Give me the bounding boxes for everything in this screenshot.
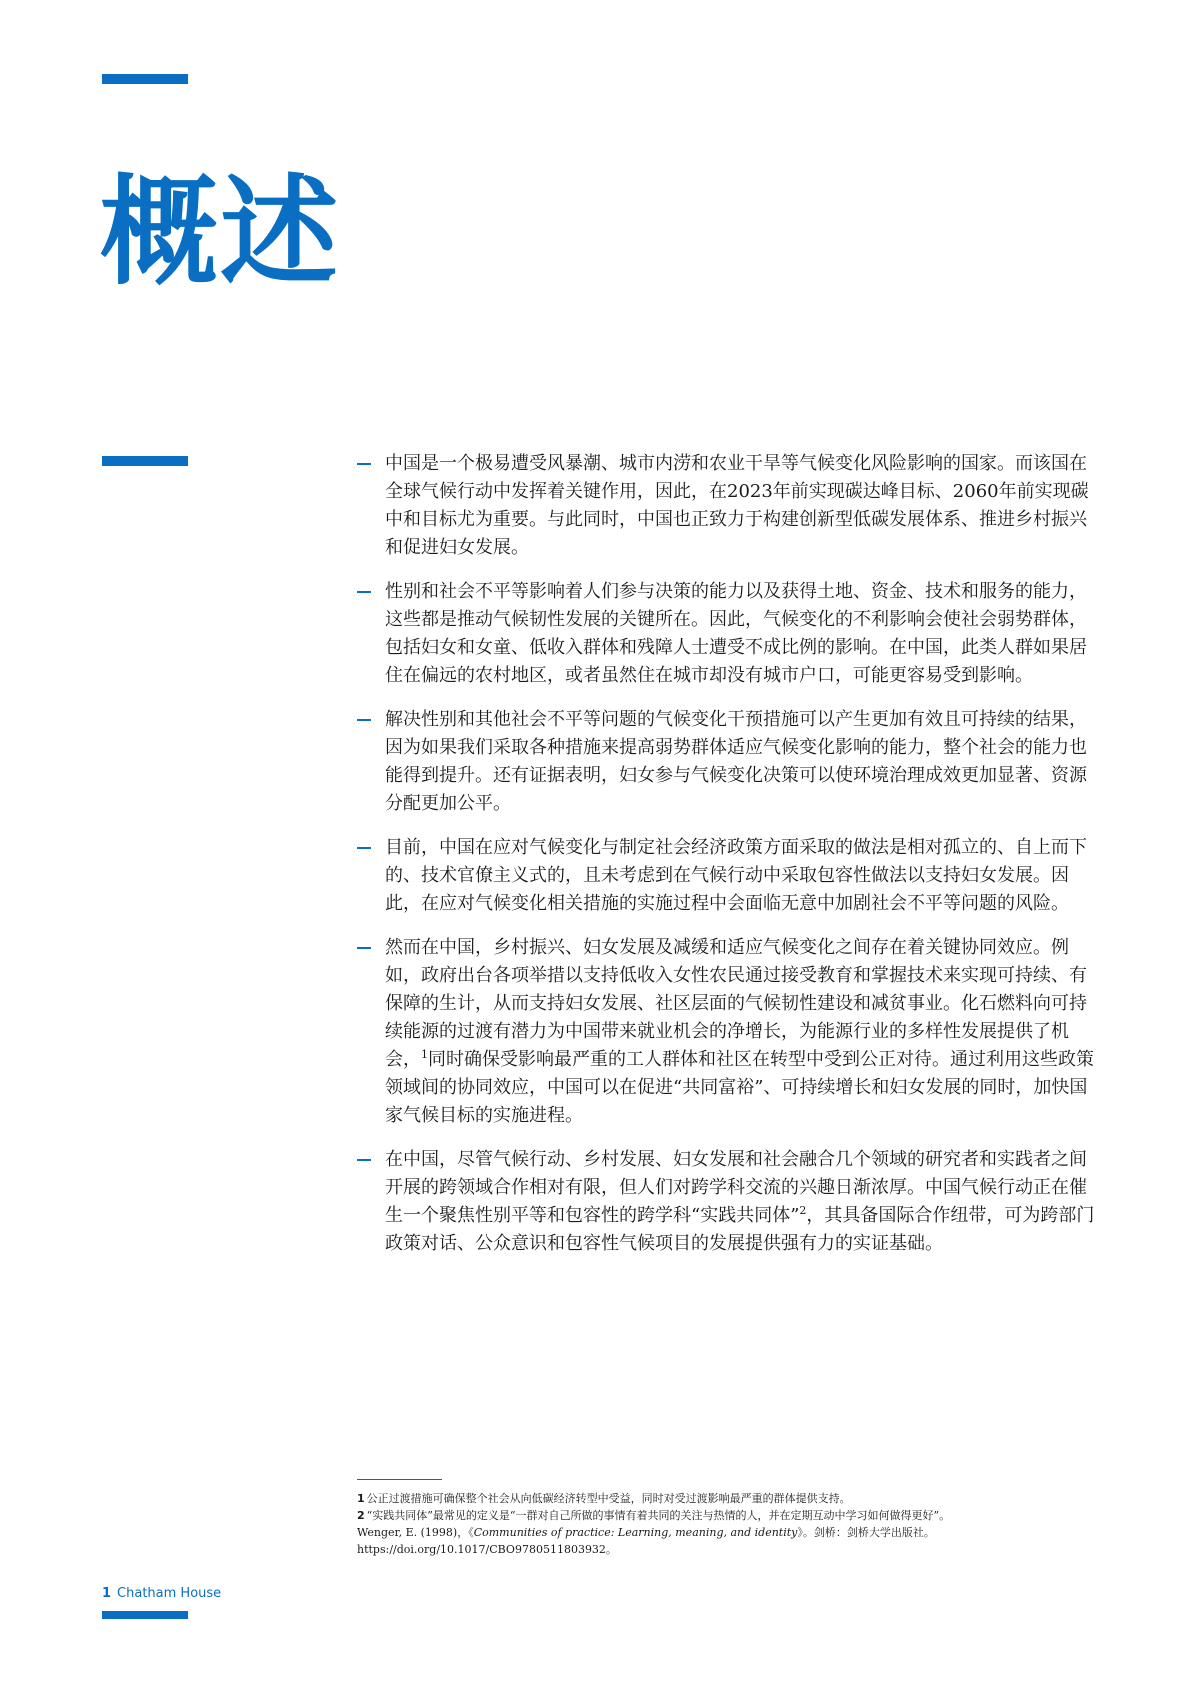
section-accent-rule xyxy=(102,456,188,466)
summary-bullet xyxy=(357,834,1095,918)
publisher-name: Chatham House xyxy=(117,1586,222,1601)
citation-text: Wenger, E. (1998)，《 xyxy=(357,1526,474,1539)
footnote-text: “实践共同体”最常见的定义是“一群对自己所做的事情有着共同的关注与热情的人，并在定期互动中学习如何做得更好”。 xyxy=(366,1509,951,1522)
footnote-1 xyxy=(357,1490,1117,1507)
footnote-ref-1[interactable]: 1 xyxy=(421,1048,428,1061)
top-accent-rule xyxy=(102,74,188,84)
footnote-number: 1 xyxy=(357,1492,365,1505)
page-title: 概述 xyxy=(100,163,341,301)
footnote-2 xyxy=(357,1507,1117,1524)
bullet-text: 性别和社会不平等影响着人们参与决策的能力以及获得土地、资金、技术和服务的能力，这些都是推动气候韧性发展的关键所在。因此，气候变化的不利影响会使社会弱势群体，包括妇女和女童、低收入群体和残障人士遭受不成比例的影响。在中国，此类人群如果居住在偏远的农村地区，或者虽然住在城市却没有城市户口，可能更容易受到影响。 xyxy=(385,581,1087,686)
citation-text: 》。剑桥：剑桥大学出版社。 xyxy=(797,1526,935,1539)
page-footer xyxy=(102,1586,221,1601)
bullet-dash-icon xyxy=(357,847,371,849)
bullet-text: 中国是一个极易遭受风暴潮、城市内涝和农业干旱等气候变化风险影响的国家。而该国在全球气候行动中发挥着关键作用，因此，在2023年前实现碳达峰目标、2060年前实现碳中和目标尤为重要。与此同时，中国也正致力于构建创新型低碳发展体系、推进乡村振兴和促进妇女发展。 xyxy=(385,453,1089,558)
summary-bullet xyxy=(357,1146,1095,1258)
bullet-text-part: 在中国，尽管气候行动、乡村发展、妇女发展和社会融合几个领域的研究者和实践者之间开展的跨领域合作相对有限，但人们对跨学科交流的兴趣日渐浓厚。中国气候行动正在催生一个聚焦性别平等和包容性的跨学科“实践共同体” xyxy=(385,1149,1087,1226)
bullet-text xyxy=(385,934,1095,1130)
summary-bullet xyxy=(357,578,1095,690)
bullet-text-part: 同时确保受影响最严重的工人群体和社区在转型中受到公正对待。通过利用这些政策领域间的协同效应，中国可以在促进“共同富裕”、可持续增长和妇女发展的同时，加快国家气候目标的实施进程。 xyxy=(385,1049,1094,1126)
footnote-2-citation xyxy=(357,1524,1117,1541)
footnotes xyxy=(357,1490,1117,1558)
bullet-text: 目前，中国在应对气候变化与制定社会经济政策方面采取的做法是相对孤立的、自上而下的、技术官僚主义式的，且未考虑到在气候行动中采取包容性做法以支持妇女发展。因此，在应对气候变化相关措施的实施过程中会面临无意中加剧社会不平等问题的风险。 xyxy=(385,837,1087,914)
footnote-text: 公正过渡措施可确保整个社会从向低碳经济转型中受益，同时对受过渡影响最严重的群体提供支持。 xyxy=(366,1492,851,1505)
bullet-dash-icon xyxy=(357,719,371,721)
footnote-divider xyxy=(357,1479,442,1480)
summary-bullet xyxy=(357,450,1095,562)
bullet-dash-icon xyxy=(357,1159,371,1161)
summary-bullet xyxy=(357,934,1095,1130)
footnote-2-doi-link[interactable]: https://doi.org/10.1017/CBO9780511803932。 xyxy=(357,1543,617,1556)
bullet-text-part: 然而在中国，乡村振兴、妇女发展及减缓和适应气候变化之间存在着关键协同效应。例如，政府出台各项举措以支持低收入女性农民通过接受教育和掌握技术来实现可持续、有保障的生计，从而支持妇女发展、社区层面的气候韧性建设和减贫事业。化石燃料向可持续能源的过渡有潜力为中国带来就业机会的净增长，为能源行业的多样性发展提供了机会， xyxy=(385,937,1087,1070)
bullet-dash-icon xyxy=(357,591,371,593)
bullet-text-part: ，其具备国际合作纽带，可为跨部门政策对话、公众意识和包容性气候项目的发展提供强有力的实证基础。 xyxy=(385,1205,1095,1254)
footnote-ref-2[interactable]: 2 xyxy=(799,1204,807,1217)
footer-accent-rule xyxy=(102,1611,188,1619)
page-number: 1 xyxy=(102,1586,112,1601)
bullet-dash-icon xyxy=(357,463,371,465)
bullet-dash-icon xyxy=(357,947,371,949)
footnote-number: 2 xyxy=(357,1509,365,1522)
summary-bullet xyxy=(357,706,1095,818)
bullet-text xyxy=(385,1146,1095,1258)
summary-bullet-list xyxy=(357,450,1095,1274)
citation-book-title: Communities of practice: Learning, meaning, and identity xyxy=(473,1526,798,1539)
bullet-text: 解决性别和其他社会不平等问题的气候变化干预措施可以产生更加有效且可持续的结果，因为如果我们采取各种措施来提高弱势群体适应气候变化影响的能力，整个社会的能力也能得到提升。还有证据表明，妇女参与气候变化决策可以使环境治理成效更加显著、资源分配更加公平。 xyxy=(385,709,1087,814)
